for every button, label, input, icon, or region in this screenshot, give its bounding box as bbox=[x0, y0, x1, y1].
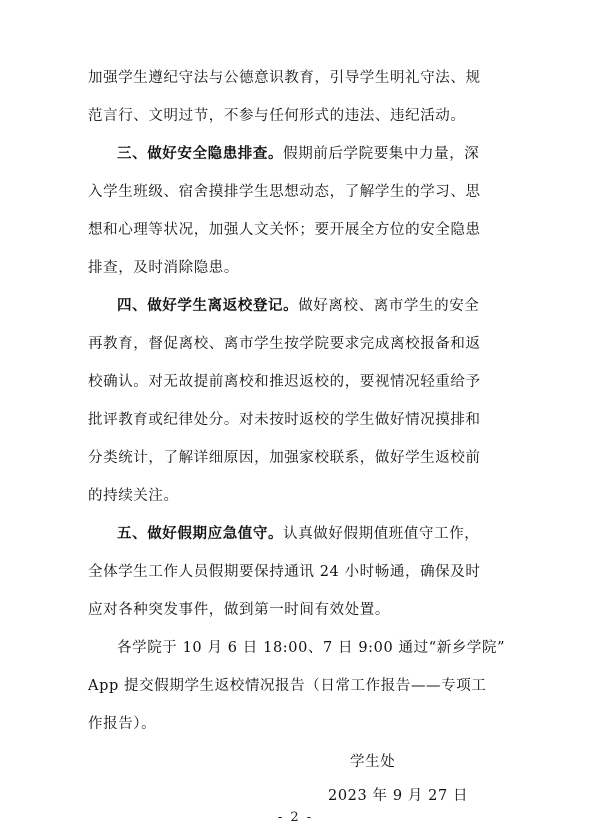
paragraph-5-line-1: 各学院于 10 月 6 日 18:00、7 日 9:00 通过“新乡学院” bbox=[117, 640, 506, 656]
paragraph-4-line-1 bbox=[117, 524, 479, 544]
paragraph-5-line-3: 作报告）。 bbox=[88, 716, 157, 732]
paragraph-2-line-4: 排查，及时消除隐患。 bbox=[88, 260, 239, 276]
paragraph-4-text: 认真做好假期值班值守工作， bbox=[283, 526, 480, 542]
paragraph-3-line-1 bbox=[117, 296, 479, 316]
paragraph-3-line-6: 的持续关注。 bbox=[88, 488, 179, 504]
paragraph-3-line-3: 校确认。对无故提前离校和推迟返校的，要视情况轻重给予 bbox=[88, 374, 481, 390]
section-heading-5: 五、做好假期应急值守。 bbox=[117, 525, 284, 542]
signature-issuer: 学生处 bbox=[350, 754, 396, 770]
paragraph-2-line-3: 想和心理等状况，加强人文关怀；要开展全方位的安全隐患 bbox=[88, 222, 481, 238]
page-number: - 2 - bbox=[277, 810, 314, 825]
paragraph-4-line-3: 应对各种突发事件，做到第一时间有效处置。 bbox=[88, 602, 390, 618]
paragraph-5-line-2: App 提交假期学生返校情况报告（日常工作报告——专项工 bbox=[88, 678, 487, 694]
paragraph-3-line-2: 再教育，督促离校、离市学生按学院要求完成离校报备和返 bbox=[88, 336, 481, 352]
paragraph-3-line-5: 分类统计，了解详细原因，加强家校联系，做好学生返校前 bbox=[88, 450, 481, 466]
signature-date: 2023 年 9 月 27 日 bbox=[328, 788, 469, 804]
section-heading-3: 三、做好安全隐患排查。 bbox=[117, 145, 284, 162]
paragraph-1-line-1: 加强学生遵纪守法与公德意识教育，引导学生明礼守法、规 bbox=[88, 70, 481, 86]
paragraph-2-text: 假期前后学院要集中力量，深 bbox=[283, 146, 480, 162]
section-heading-4: 四、做好学生离返校登记。 bbox=[117, 297, 299, 314]
paragraph-1-line-2: 范言行、文明过节，不参与任何形式的违法、违纪活动。 bbox=[88, 108, 466, 124]
paragraph-4-line-2: 全体学生工作人员假期要保持通讯 24 小时畅通，确保及时 bbox=[88, 564, 481, 580]
paragraph-3-line-4: 批评教育或纪律处分。对未按时返校的学生做好情况摸排和 bbox=[88, 412, 481, 428]
paragraph-3-text: 做好离校、离市学生的安全 bbox=[298, 298, 480, 314]
paragraph-2-line-1 bbox=[117, 144, 479, 164]
paragraph-2-line-2: 入学生班级、宿舍摸排学生思想动态，了解学生的学习、思 bbox=[88, 184, 481, 200]
